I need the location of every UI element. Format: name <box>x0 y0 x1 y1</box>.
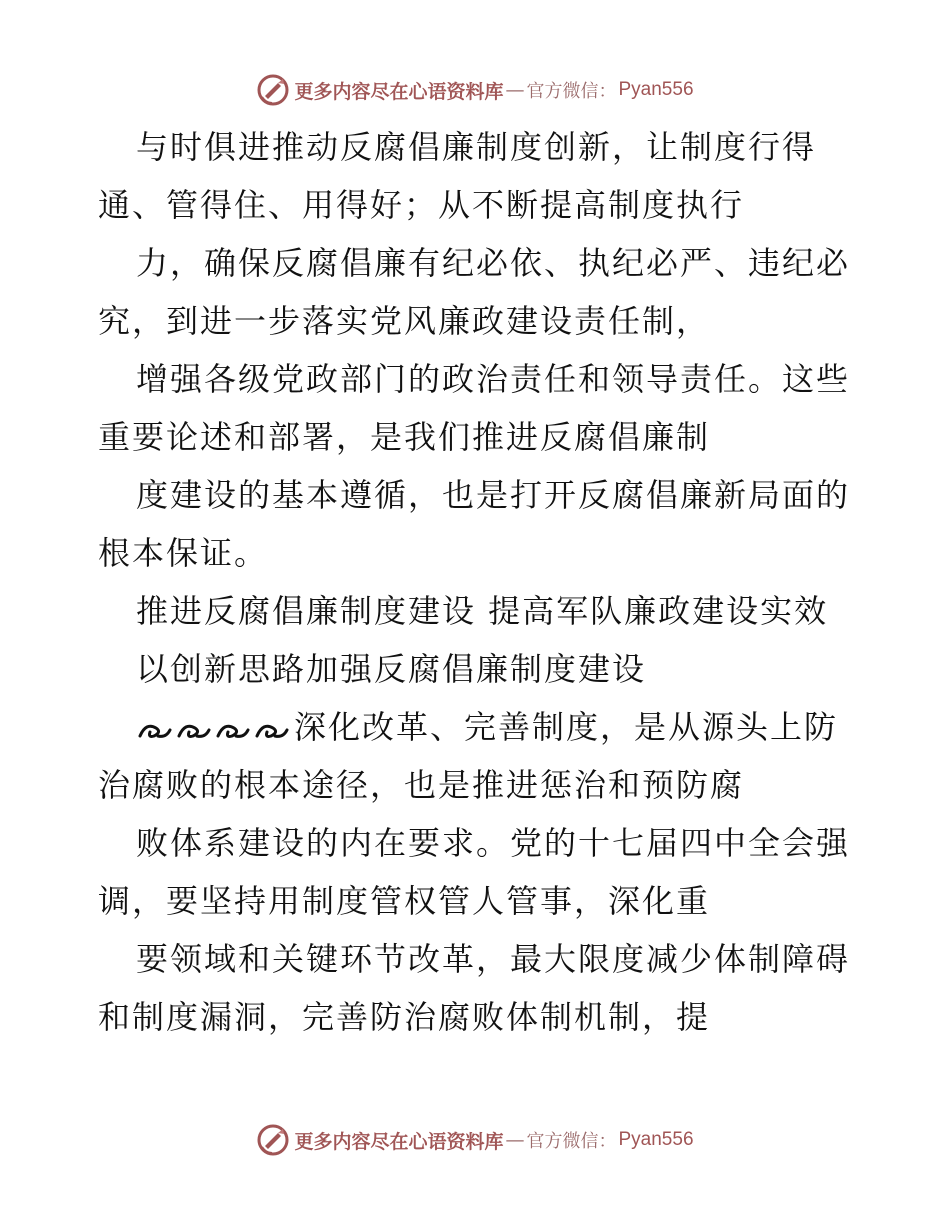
text-line: 治腐败的根本途径，也是推进惩治和预防腐 <box>98 766 745 804</box>
footer-banner <box>0 1122 950 1158</box>
text-line: 究，到进一步落实党风廉政建设责任制， <box>98 302 711 340</box>
brand-text: 更多内容尽在心语资料库 <box>294 1130 504 1153</box>
brand-text: 更多内容尽在心语资料库 <box>294 80 504 103</box>
text-line: 败体系建设的内在要求。党的十七届四中全会强 <box>136 824 851 862</box>
text-line-with-ornament <box>98 698 858 756</box>
text-line: 根本保证。 <box>98 534 269 572</box>
text-line: 与时俱进推动反腐倡廉制度创新，让制度行得 <box>136 128 817 166</box>
document-body <box>98 118 858 1046</box>
wechat-id: Pyan556 <box>618 79 694 100</box>
brand-logo-icon <box>256 73 290 107</box>
text-line: 重要论述和部署，是我们推进反腐倡廉制 <box>98 418 711 456</box>
ornament-icon <box>136 718 292 742</box>
banner-separator: — <box>505 79 525 101</box>
banner-separator: — <box>505 1129 525 1151</box>
wechat-label: 官方微信： <box>526 81 617 102</box>
section-heading: 推进反腐倡廉制度建设 提高军队廉政建设实效 <box>136 592 829 630</box>
section-heading: 以创新思路加强反腐倡廉制度建设 <box>136 650 647 688</box>
text-line: 调，要坚持用制度管权管人管事，深化重 <box>98 882 711 920</box>
wechat-label: 官方微信： <box>526 1131 617 1152</box>
text-line: 度建设的基本遵循，也是打开反腐倡廉新局面的 <box>136 476 851 514</box>
text-line: 和制度漏洞，完善防治腐败体制机制，提 <box>98 998 711 1036</box>
text-line: 通、管得住、用得好；从不断提高制度执行 <box>98 186 745 224</box>
text-line: 力，确保反腐倡廉有纪必依、执纪必严、违纪必 <box>136 244 851 282</box>
text-line: 深化改革、完善制度，是从源头上防 <box>294 708 839 746</box>
text-line: 增强各级党政部门的政治责任和领导责任。这些 <box>136 360 851 398</box>
brand-logo-icon <box>256 1123 290 1157</box>
text-line: 要领域和关键环节改革，最大限度减少体制障碍 <box>136 940 851 978</box>
wechat-id: Pyan556 <box>618 1129 694 1150</box>
header-banner <box>0 72 950 108</box>
